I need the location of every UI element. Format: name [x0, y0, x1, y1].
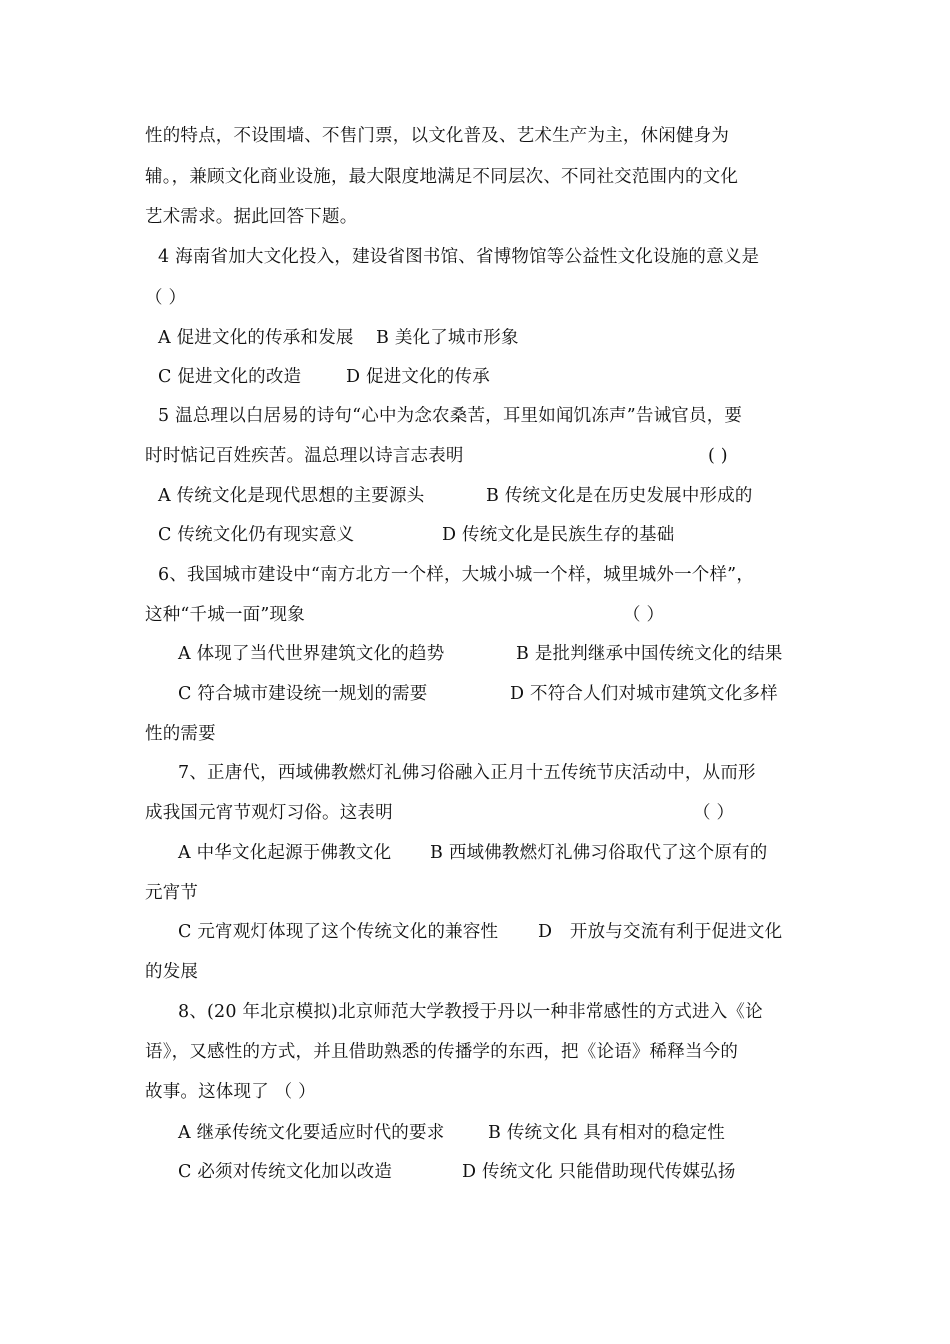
- q6-option-b: B 是批判继承中国传统文化的结果: [516, 644, 783, 664]
- q4-option-b: B 美化了城市形象: [376, 328, 519, 348]
- q7-option-b-continued: 元宵节: [145, 883, 199, 903]
- q7-option-d-continued: 的发展: [145, 962, 199, 982]
- q5-answer-paren: ( ): [708, 446, 728, 466]
- q6-option-c: C 符合城市建设统一规划的需要: [178, 684, 428, 704]
- q5-stem-text: 时时惦记百姓疾苦。温总理以诗言志表明: [145, 446, 464, 466]
- q4-option-a: A 促进文化的传承和发展: [158, 328, 354, 348]
- intro-line-1: 性的特点，不设围墙、不售门票，以文化普及、艺术生产为主，休闲健身为: [145, 126, 730, 146]
- q7-option-b: B 西域佛教燃灯礼佛习俗取代了这个原有的: [430, 843, 768, 863]
- q8-option-b: B 传统文化 具有相对的稳定性: [488, 1123, 725, 1143]
- q5-stem-line-1: 5 温总理以白居易的诗句“心中为念农桑苦，耳里如闻饥冻声”告诫官员，要: [158, 406, 743, 426]
- q4-option-d: D 促进文化的传承: [346, 367, 490, 387]
- q4-stem-paren: （ ）: [145, 288, 187, 308]
- q7-stem-text: 成我国元宵节观灯习俗。这表明: [145, 803, 393, 823]
- q8-option-a: A 继承传统文化要适应时代的要求: [178, 1123, 445, 1143]
- intro-line-3: 艺术需求。据此回答下题。: [145, 207, 358, 227]
- q7-option-a: A 中华文化起源于佛教文化: [178, 843, 392, 863]
- q6-answer-paren: （ ）: [623, 605, 665, 625]
- q4-stem-line-1: 4 海南省加大文化投入，建设省图书馆、省博物馆等公益性文化设施的意义是: [158, 247, 760, 267]
- q7-stem-line-1: 7、正唐代，西域佛教燃灯礼佛习俗融入正月十五传统节庆活动中，从而形: [178, 763, 756, 783]
- intro-line-2: 辅。，兼顾文化商业设施，最大限度地满足不同层次、不同社交范围内的文化: [145, 167, 739, 187]
- q8-stem-line-2: 语》，又感性的方式，并且借助熟悉的传播学的东西，把《论语》稀释当今的: [145, 1042, 739, 1062]
- q7-option-d: D 开放与交流有利于促进文化: [538, 922, 783, 942]
- q8-option-d: D 传统文化 只能借助现代传媒弘扬: [462, 1162, 736, 1182]
- q5-option-b: B 传统文化是在历史发展中形成的: [486, 486, 753, 506]
- q6-stem-text: 这种“千城一面”现象: [145, 605, 305, 625]
- q8-stem-line-3: 故事。这体现了 （ ）: [145, 1082, 316, 1102]
- q5-option-c: C 传统文化仍有现实意义: [158, 525, 355, 545]
- q5-option-d: D 传统文化是民族生存的基础: [442, 525, 675, 545]
- q8-stem-line-1: 8、(20 年北京模拟)北京师范大学教授于丹以一种非常感性的方式进入《论: [178, 1002, 763, 1022]
- q5-option-a: A 传统文化是现代思想的主要源头: [158, 486, 425, 506]
- q6-option-d-continued: 性的需要: [145, 724, 216, 744]
- q6-option-a: A 体现了当代世界建筑文化的趋势: [178, 644, 445, 664]
- q4-option-c: C 促进文化的改造: [158, 367, 302, 387]
- q7-option-c: C 元宵观灯体现了这个传统文化的兼容性: [178, 922, 499, 942]
- q6-option-d: D 不符合人们对城市建筑文化多样: [510, 684, 778, 704]
- q7-answer-paren: （ ）: [693, 803, 735, 823]
- q8-option-c: C 必须对传统文化加以改造: [178, 1162, 393, 1182]
- q6-stem-line-1: 6、我国城市建设中“南方北方一个样，大城小城一个样，城里城外一个样”，: [158, 565, 755, 585]
